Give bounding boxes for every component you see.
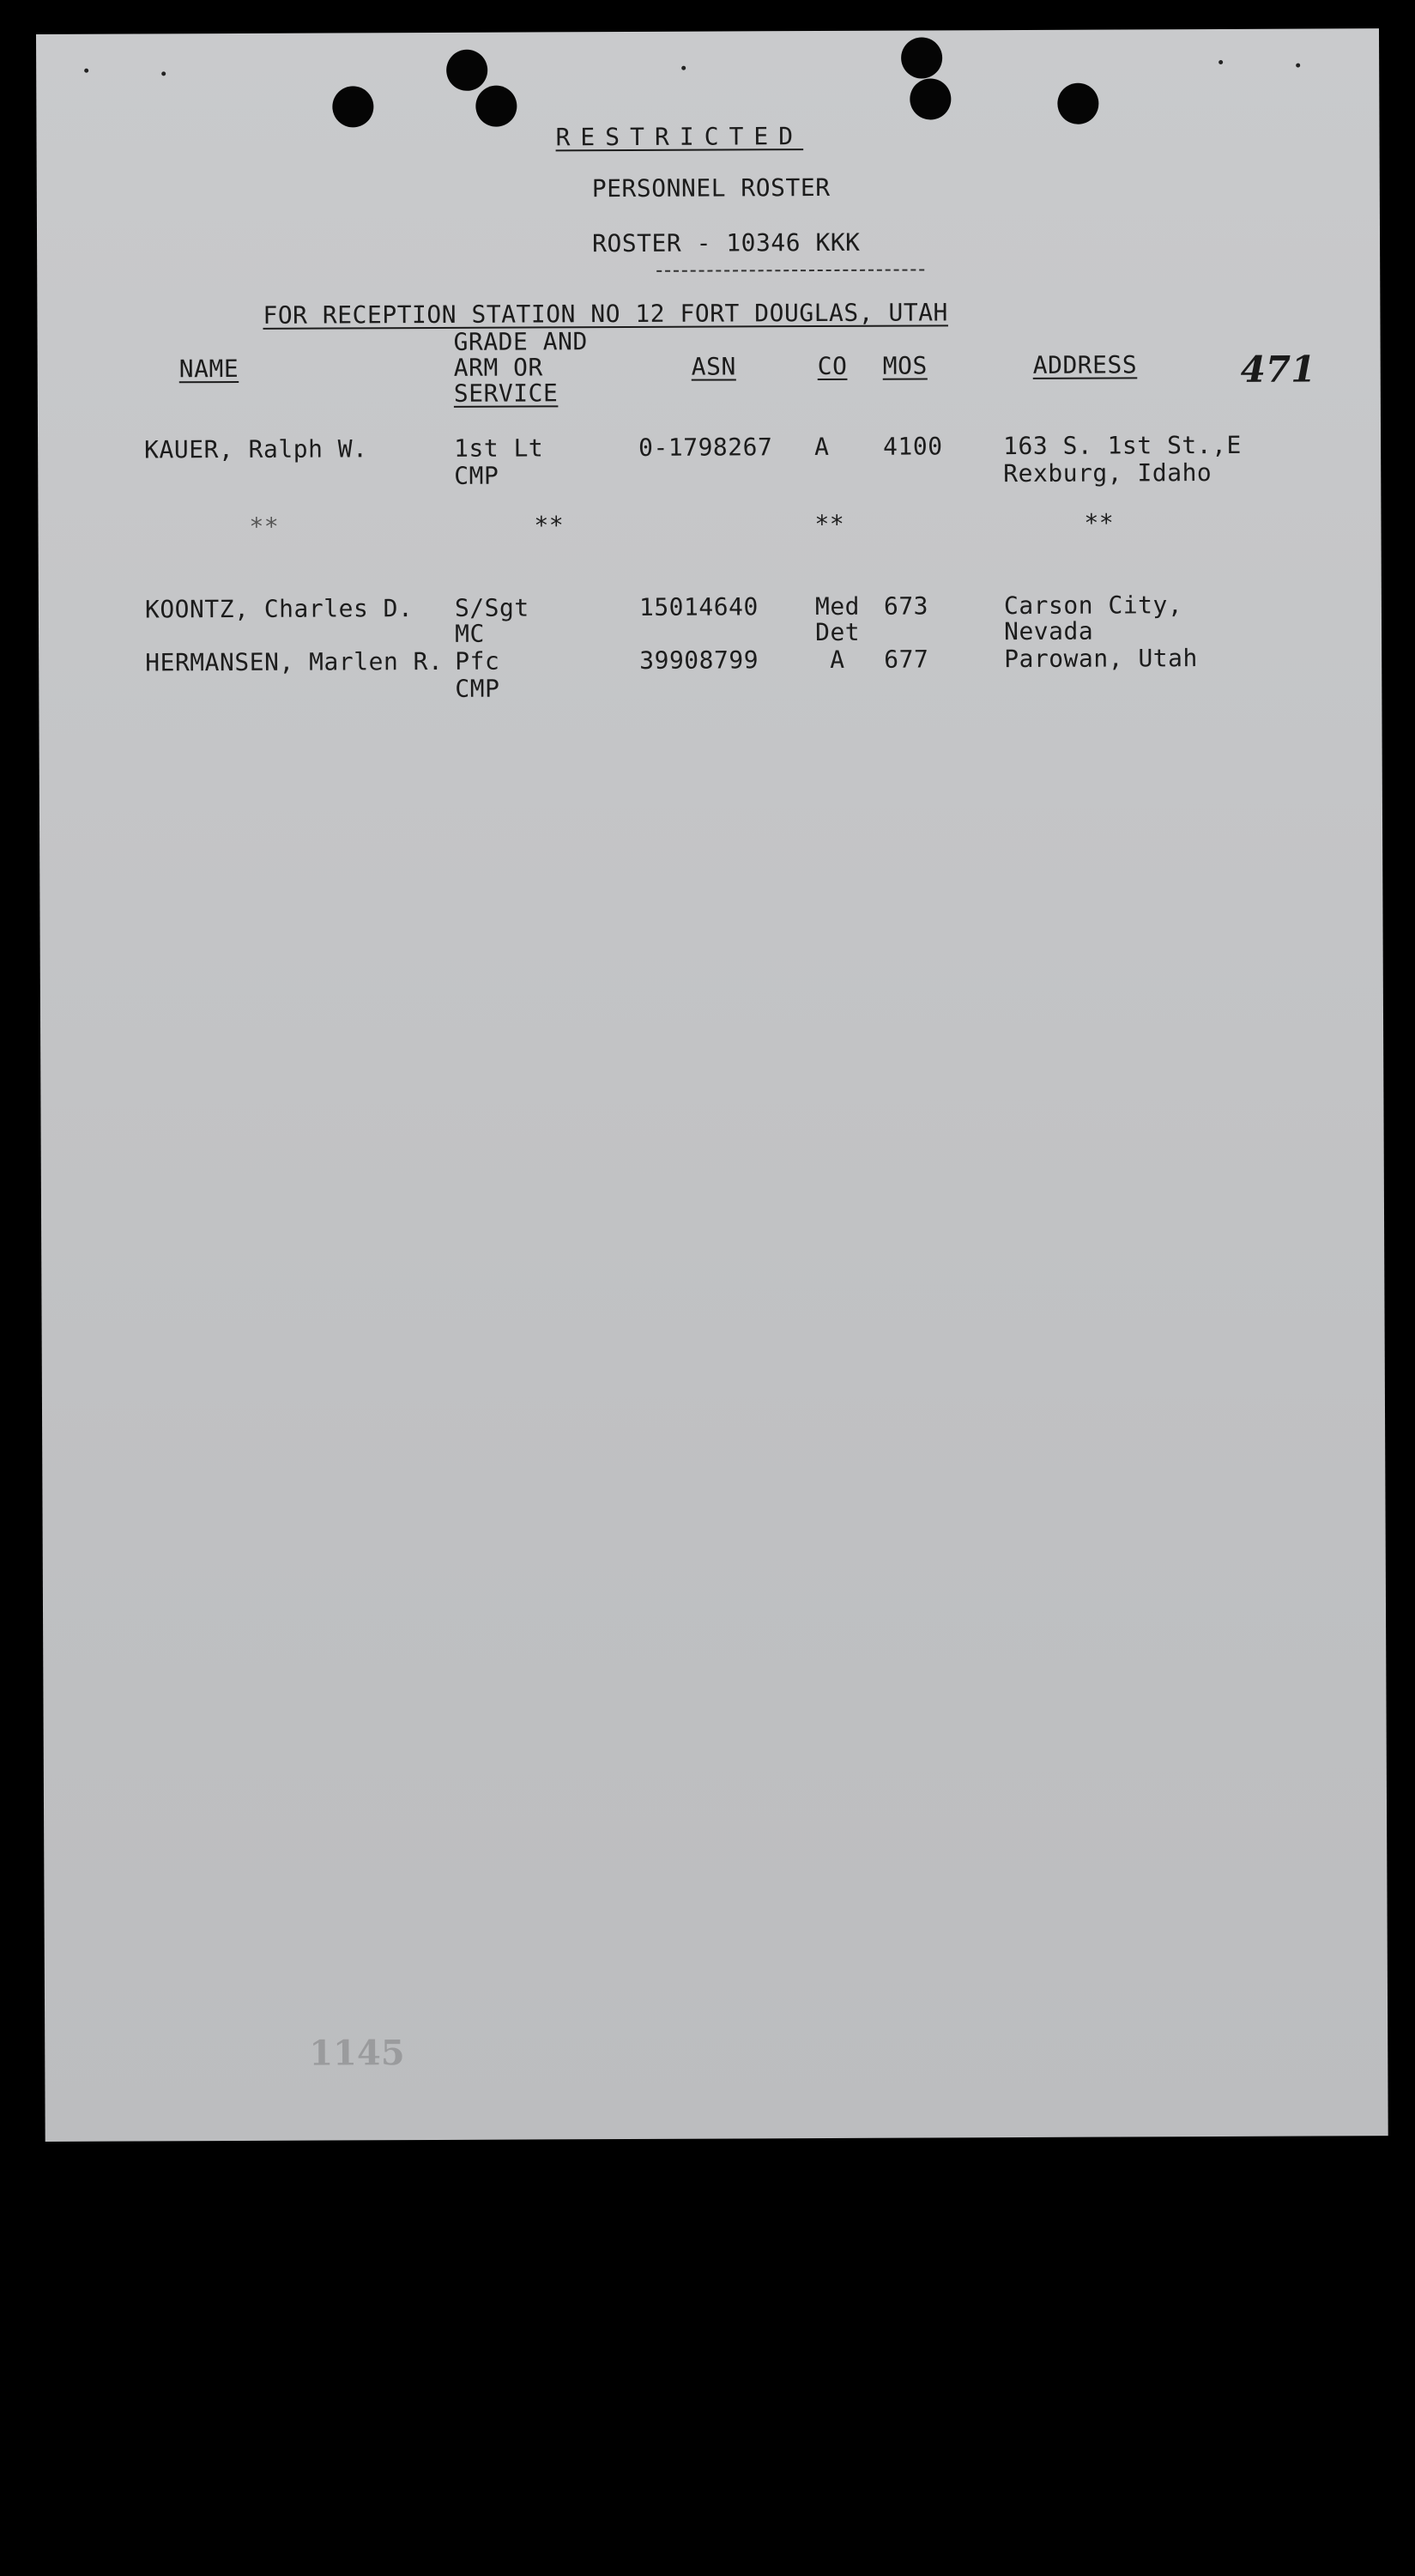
roster-underline bbox=[656, 269, 924, 271]
row-asn: 15014640 bbox=[638, 592, 759, 621]
row-co: A bbox=[814, 432, 830, 462]
row-co: Med bbox=[814, 591, 861, 621]
row-grade: S/Sgt bbox=[454, 593, 529, 622]
row-name: KAUER, Ralph W. bbox=[144, 434, 368, 464]
row-name: HERMANSEN, Marlen R. bbox=[145, 646, 444, 677]
document-type: PERSONNEL ROSTER bbox=[591, 173, 831, 203]
separator-address: ** bbox=[1084, 508, 1115, 537]
punch-hole bbox=[901, 37, 942, 78]
separator-grade: ** bbox=[534, 511, 565, 540]
punch-hole bbox=[446, 50, 487, 91]
column-address: ADDRESS bbox=[1032, 350, 1138, 379]
row-mos: 677 bbox=[884, 645, 929, 674]
column-grade-line1: GRADE AND bbox=[453, 327, 588, 356]
row-service: CMP bbox=[455, 674, 500, 703]
column-grade-line3: SERVICE bbox=[453, 379, 559, 408]
page-stamp: 471 bbox=[1240, 348, 1316, 391]
punch-hole bbox=[475, 86, 517, 127]
row-name: KOONTZ, Charles D. bbox=[144, 594, 414, 624]
row-address-line1: Parowan, Utah bbox=[1004, 644, 1198, 674]
speck bbox=[1218, 60, 1223, 64]
row-service: MC bbox=[454, 619, 485, 648]
column-co: CO bbox=[817, 351, 848, 381]
roster-number: ROSTER - 10346 KKK bbox=[591, 227, 861, 258]
row-asn: 39908799 bbox=[639, 646, 759, 675]
page-number: 1145 bbox=[309, 2033, 405, 2074]
row-mos: 673 bbox=[883, 591, 929, 621]
row-service: CMP bbox=[454, 461, 499, 490]
row-co-line2: Det bbox=[814, 617, 861, 647]
station-line: FOR RECEPTION STATION NO 12 FORT DOUGLAS, UTAH bbox=[263, 298, 948, 330]
separator-co: ** bbox=[814, 509, 845, 539]
row-mos: 4100 bbox=[883, 432, 943, 461]
row-asn: 0-1798267 bbox=[638, 433, 773, 462]
row-co: A bbox=[830, 645, 845, 674]
roster-page bbox=[36, 28, 1388, 2142]
row-grade: 1st Lt bbox=[454, 433, 544, 463]
row-address-line2: Rexburg, Idaho bbox=[1003, 458, 1212, 488]
punch-hole bbox=[332, 86, 373, 127]
speck bbox=[84, 69, 88, 73]
column-mos: MOS bbox=[882, 351, 928, 380]
punch-hole bbox=[910, 78, 951, 119]
row-address-line1: 163 S. 1st St.,E bbox=[1003, 430, 1242, 461]
speck bbox=[681, 66, 686, 70]
column-asn: ASN bbox=[691, 352, 736, 381]
row-address-line1: Carson City, bbox=[1003, 591, 1183, 621]
restricted-heading: RESTRICTED bbox=[555, 122, 804, 152]
row-address-line2: Nevada bbox=[1003, 616, 1094, 646]
punch-hole bbox=[1057, 83, 1098, 124]
speck bbox=[161, 71, 166, 76]
column-name: NAME bbox=[178, 354, 239, 384]
column-grade-line2: ARM OR bbox=[453, 353, 543, 382]
row-grade: Pfc bbox=[455, 646, 500, 676]
separator-name: ** bbox=[249, 512, 280, 541]
speck bbox=[1296, 64, 1300, 68]
